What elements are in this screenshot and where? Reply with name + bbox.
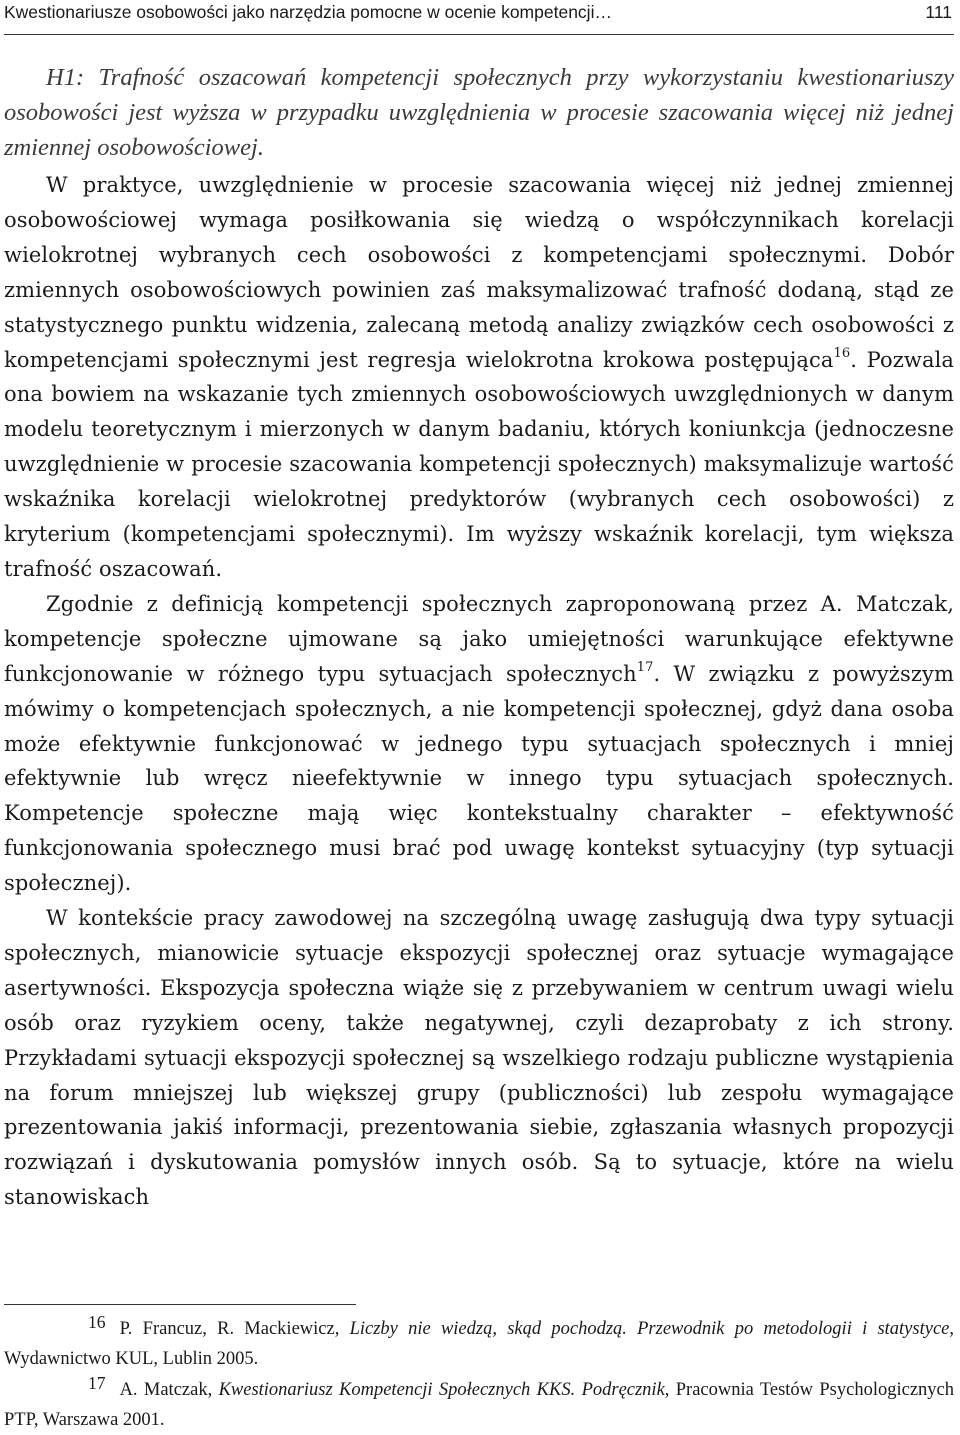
footnote-17	[4, 1374, 954, 1435]
footnote-publisher: , Wydawnictwo KUL, Lublin 2005.	[4, 1319, 954, 1369]
footnote-authors: A. Matczak,	[119, 1380, 219, 1400]
footnote-number: 16	[88, 1312, 106, 1332]
page-number: 111	[925, 2, 952, 22]
paragraph-2-text-a: Zgodnie z definicją kompetencji społecznych zaproponowaną przez A. Matczak, kompetencje społeczne ujmowane są jako umiejętności warunkujące efektywne funkcjonowanie w różnego typu sytuacjach społecznych	[4, 591, 954, 686]
body-text	[4, 168, 954, 1215]
footnote-book-title: Kwestionariusz Kompetencji Społecznych KKS. Podręcznik	[218, 1380, 665, 1400]
footnote-number: 17	[88, 1373, 106, 1393]
footnote-ref-16: 16	[833, 346, 851, 362]
running-header-title: Kwestionariusze osobowości jako narzędzia pomocne w ocenie kompetencji…	[4, 2, 612, 22]
footnote-separator	[4, 1304, 356, 1305]
paragraph-3: W kontekście pracy zawodowej na szczególną uwagę zasługują dwa typy sytuacji społecznych, mianowicie sytuacje ekspozycji społecznej oraz sytuacje wymagające asertywności. Ekspozycja społeczna wiąże się z przebywaniem w centrum uwagi wielu osób oraz ryzykiem oceny, także negatywnej, czyli dezaprobaty z ich strony. Przykładami sytuacji ekspozycji społecznej są wszelkiego rodzaju publiczne wystąpienia na forum mniejszej lub większej grupy (publiczności) lub zespołu wymagające prezentowania jakiś informacji, prezentowania siebie, zgłaszania własnych propozycji rozwiązań i dyskutowania pomysłów innych osób. Są to sytuacje, które na wielu stanowiskach	[4, 906, 954, 1210]
paragraph-2-text-b: . W związku z powyższym mówimy o kompetencjach społecznych, a nie kompetencji społecznej, gdyż dana osoba może efektywnie funkcjonować w jednego typu sytuacjach społecznych i mniej efektywnie lub wręcz nieefektywnie w innego typu sytuacjach społecznych. Kompetencje społeczne mają więc kontekstualny charakter – efektywność funkcjonowania społecznego musi brać pod uwagę kontekst sytuacyjny (typ sytuacji społecznej).	[4, 661, 954, 896]
footnote-book-title: Liczby nie wiedzą, skąd pochodzą. Przewodnik po metodologii i statystyce	[349, 1319, 950, 1339]
running-header	[4, 0, 954, 35]
footnote-16	[4, 1313, 954, 1374]
paragraph-1-text-a: W praktyce, uwzględnienie w procesie szacowania więcej niż jednej zmiennej osobowościowej wymaga posiłkowania się wiedzą o współczynnikach korelacji wielokrotnej wybranych cech osobowości z kompetencjami społecznymi. Dobór zmiennych osobowościowych powinien zaś maksymalizować trafność dodaną, stąd ze statystycznego punktu widzenia, zalecaną metodą analizy związków cech osobowości z kompetencjami społecznymi jest regresja wielokrotna krokowa postępująca	[4, 173, 954, 372]
footnotes	[4, 1313, 954, 1435]
footnote-authors: P. Francuz, R. Mackiewicz,	[119, 1319, 350, 1339]
paragraph-1	[4, 168, 954, 587]
hypothesis-h1: H1: Trafność oszacowań kompetencji społecznych przy wykorzystaniu kwestionariuszy osobowości jest wyższa w przypadku uwzględnienia w procesie szacowania więcej niż jednej zmiennej osobowościowej.	[4, 64, 954, 161]
footnote-publisher: , Pracownia Testów Psychologicznych PTP, Warszawa 2001.	[4, 1380, 955, 1430]
footnote-ref-17: 17	[636, 660, 654, 676]
paragraph-1-text-b: . Pozwala ona bowiem na wskazanie tych zmiennych osobowościowych uwzględnionych w danym modelu teoretycznym i mierzonych w danym badaniu, których koniunkcja (jednoczesne uwzględnienie w procesie szacowania kompetencji społecznych) maksymalizuje wartość wskaźnika korelacji wielokrotnej predyktorów (wybranych cech osobowości) z kryterium (kompetencjami społecznymi). Im wyższy wskaźnik korelacji, tym większa trafność oszacowań.	[4, 347, 955, 581]
paragraph-2	[4, 587, 954, 901]
